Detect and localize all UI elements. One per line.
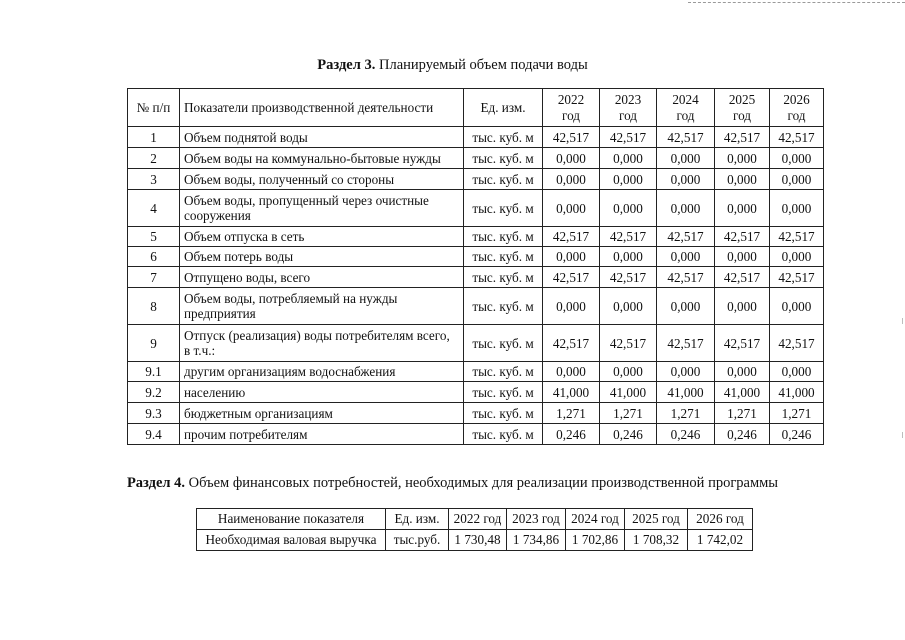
row-indicator: Объем воды на коммунально-бытовые нужды: [180, 148, 464, 169]
row-value-2026: 0,000: [770, 288, 824, 325]
row-value-2023: 41,000: [600, 382, 657, 403]
row-value-2022: 0,000: [543, 288, 600, 325]
row-indicator: прочим потребителям: [180, 424, 464, 445]
row-num: 9.1: [128, 362, 180, 382]
row-num: 9.4: [128, 424, 180, 445]
row-unit: тыс. куб. м: [464, 288, 543, 325]
row-value-2023: 0,000: [600, 169, 657, 190]
row-value-2024: 1 702,86: [566, 530, 625, 551]
row-indicator: Объем отпуска в сеть: [180, 227, 464, 247]
row-value-2024: 42,517: [657, 267, 715, 288]
row-value-2024: 0,000: [657, 169, 715, 190]
row-value-2025: 1 708,32: [625, 530, 688, 551]
row-indicator: бюджетным организациям: [180, 403, 464, 424]
row-unit: тыс.руб.: [386, 530, 449, 551]
row-value-2024: 0,000: [657, 288, 715, 325]
row-num: 9.2: [128, 382, 180, 403]
table-row: [128, 169, 824, 190]
row-value-2026: 42,517: [770, 325, 824, 362]
row-unit: тыс. куб. м: [464, 127, 543, 148]
row-value-2024: 0,000: [657, 362, 715, 382]
row-indicator: Объем поднятой воды: [180, 127, 464, 148]
row-indicator: Отпуск (реализация) воды потребителям всего, в т.ч.:: [180, 325, 464, 362]
row-value-2026: 0,000: [770, 247, 824, 267]
row-indicator: Объем воды, потребляемый на нужды предприятия: [180, 288, 464, 325]
row-value-2026: 0,246: [770, 424, 824, 445]
table-row: [128, 127, 824, 148]
header-year-2024: [657, 89, 715, 127]
row-unit: тыс. куб. м: [464, 267, 543, 288]
row-value-2023: 0,000: [600, 190, 657, 227]
header-indicator-name: Наименование показателя: [197, 509, 386, 530]
row-num: 7: [128, 267, 180, 288]
row-value-2023: 0,000: [600, 288, 657, 325]
row-value-2025: 0,246: [715, 424, 770, 445]
row-value-2026: 0,000: [770, 362, 824, 382]
table-row: [128, 288, 824, 325]
header-unit: Ед. изм.: [386, 509, 449, 530]
section4-title: [0, 475, 905, 492]
row-unit: тыс. куб. м: [464, 325, 543, 362]
row-unit: тыс. куб. м: [464, 362, 543, 382]
header-year-suffix: год: [561, 107, 580, 123]
row-value-2023: 0,246: [600, 424, 657, 445]
row-indicator: Отпущено воды, всего: [180, 267, 464, 288]
section3-title: [0, 57, 905, 74]
row-value-2022: 0,000: [543, 247, 600, 267]
header-year-2024: 2024 год: [566, 509, 625, 530]
row-value-2022: 0,246: [543, 424, 600, 445]
row-num: 3: [128, 169, 180, 190]
row-value-2023: 42,517: [600, 227, 657, 247]
table-row: [128, 267, 824, 288]
table-row: [128, 382, 824, 403]
section4-title-label: Раздел 4.: [126, 475, 186, 491]
row-num: 1: [128, 127, 180, 148]
row-value-2023: 0,000: [600, 247, 657, 267]
row-value-2024: 42,517: [657, 227, 715, 247]
row-value-2025: 0,000: [715, 190, 770, 227]
row-value-2022: 42,517: [543, 227, 600, 247]
header-year-2025: 2025 год: [625, 509, 688, 530]
row-value-2026: 42,517: [770, 227, 824, 247]
row-value-2025: 0,000: [715, 288, 770, 325]
row-value-2025: 42,517: [715, 127, 770, 148]
row-unit: тыс. куб. м: [464, 382, 543, 403]
row-value-2022: 1,271: [543, 403, 600, 424]
row-value-2025: 0,000: [715, 169, 770, 190]
row-value-2024: 0,246: [657, 424, 715, 445]
row-num: 2: [128, 148, 180, 169]
row-value-2025: 42,517: [715, 267, 770, 288]
header-num: № п/п: [128, 89, 180, 127]
row-value-2025: 0,000: [715, 148, 770, 169]
row-indicator: населению: [180, 382, 464, 403]
row-value-2022: 0,000: [543, 169, 600, 190]
row-indicator: другим организациям водоснабжения: [180, 362, 464, 382]
row-value-2022: 0,000: [543, 148, 600, 169]
header-year-suffix: год: [787, 107, 806, 123]
row-value-2023: 42,517: [600, 127, 657, 148]
row-indicator: Объем потерь воды: [180, 247, 464, 267]
row-value-2023: 1 734,86: [507, 530, 566, 551]
header-year-value: 2026: [783, 91, 810, 107]
row-num: 9.3: [128, 403, 180, 424]
header-year-suffix: год: [732, 107, 751, 123]
row-unit: тыс. куб. м: [464, 403, 543, 424]
header-indicator: Показатели производственной деятельности: [180, 89, 464, 127]
row-value-2025: 0,000: [715, 247, 770, 267]
row-value-2025: 41,000: [715, 382, 770, 403]
row-value-2022: 1 730,48: [449, 530, 507, 551]
row-value-2026: 42,517: [770, 127, 824, 148]
table-row: [128, 148, 824, 169]
section3-title-text: Планируемый объем подачи воды: [375, 57, 588, 73]
row-value-2025: 42,517: [715, 227, 770, 247]
row-unit: тыс. куб. м: [464, 247, 543, 267]
row-value-2024: 42,517: [657, 127, 715, 148]
header-year-value: 2023: [614, 91, 642, 107]
row-value-2026: 41,000: [770, 382, 824, 403]
row-unit: тыс. куб. м: [464, 227, 543, 247]
header-year-2025: [715, 89, 770, 127]
table-row: [128, 227, 824, 247]
header-year-2022: 2022 год: [449, 509, 507, 530]
header-year-2023: [600, 89, 657, 127]
row-indicator-name: Необходимая валовая выручка: [197, 530, 386, 551]
row-num: 5: [128, 227, 180, 247]
row-unit: тыс. куб. м: [464, 148, 543, 169]
table-row: [128, 190, 824, 227]
row-value-2023: 1,271: [600, 403, 657, 424]
row-unit: тыс. куб. м: [464, 169, 543, 190]
row-unit: тыс. куб. м: [464, 190, 543, 227]
scan-margin-mark: [902, 318, 903, 324]
row-value-2025: 42,517: [715, 325, 770, 362]
header-year-value: 2025: [728, 91, 756, 107]
scan-top-edge-line: [688, 2, 905, 3]
row-value-2026: 0,000: [770, 148, 824, 169]
row-value-2023: 0,000: [600, 148, 657, 169]
header-year-value: 2022: [557, 91, 585, 107]
row-value-2024: 1,271: [657, 403, 715, 424]
header-year-value: 2024: [672, 91, 699, 107]
header-year-2026: 2026 год: [688, 509, 753, 530]
section3-title-label: Раздел 3.: [317, 57, 376, 73]
row-value-2023: 0,000: [600, 362, 657, 382]
header-year-2023: 2023 год: [507, 509, 566, 530]
row-indicator: Объем воды, пропущенный через очистные сооружения: [180, 190, 464, 227]
header-year-suffix: год: [676, 107, 695, 123]
row-value-2023: 42,517: [600, 325, 657, 362]
row-value-2022: 0,000: [543, 362, 600, 382]
header-year-2026: [770, 89, 824, 127]
row-value-2024: 42,517: [657, 325, 715, 362]
row-num: 4: [128, 190, 180, 227]
financial-needs-table: [196, 508, 753, 551]
row-value-2022: 42,517: [543, 127, 600, 148]
row-value-2026: 0,000: [770, 169, 824, 190]
table-row: [128, 403, 824, 424]
row-value-2026: 1,271: [770, 403, 824, 424]
row-indicator: Объем воды, полученный со стороны: [180, 169, 464, 190]
row-value-2022: 42,517: [543, 325, 600, 362]
row-value-2026: 0,000: [770, 190, 824, 227]
row-value-2022: 0,000: [543, 190, 600, 227]
table-row: [197, 530, 753, 551]
row-value-2024: 0,000: [657, 148, 715, 169]
table-header-row: [197, 509, 753, 530]
header-year-2022: [543, 89, 600, 127]
row-value-2022: 41,000: [543, 382, 600, 403]
header-unit: Ед. изм.: [464, 89, 543, 127]
row-value-2025: 0,000: [715, 362, 770, 382]
table-row: [128, 325, 824, 362]
header-year-suffix: год: [618, 107, 637, 123]
row-num: 9: [128, 325, 180, 362]
row-value-2026: 42,517: [770, 267, 824, 288]
table-row: [128, 247, 824, 267]
water-supply-table: [127, 88, 824, 445]
row-value-2024: 0,000: [657, 247, 715, 267]
row-value-2024: 0,000: [657, 190, 715, 227]
table-header-row: [128, 89, 824, 127]
row-num: 6: [128, 247, 180, 267]
row-value-2023: 42,517: [600, 267, 657, 288]
row-unit: тыс. куб. м: [464, 424, 543, 445]
row-value-2026: 1 742,02: [688, 530, 753, 551]
scan-margin-mark: [902, 432, 903, 438]
row-num: 8: [128, 288, 180, 325]
row-value-2024: 41,000: [657, 382, 715, 403]
row-value-2025: 1,271: [715, 403, 770, 424]
table-row: [128, 424, 824, 445]
section4-title-text: Объем финансовых потребностей, необходимых для реализации производственной программы: [185, 475, 779, 491]
row-value-2022: 42,517: [543, 267, 600, 288]
table-row: [128, 362, 824, 382]
